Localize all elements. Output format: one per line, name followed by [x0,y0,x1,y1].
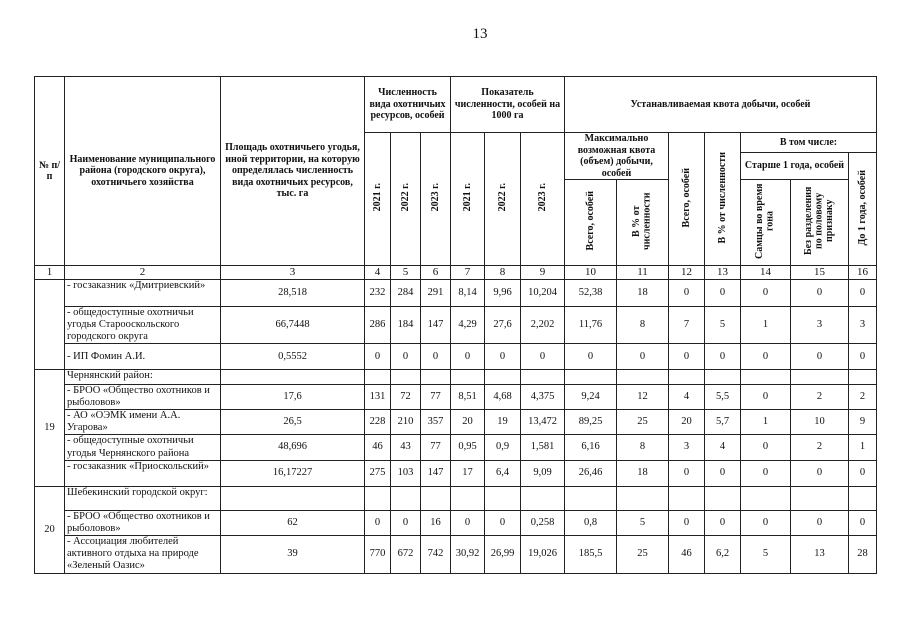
table-cell: 72 [391,385,421,410]
table-row [35,435,877,460]
table-cell: 48,696 [221,435,365,460]
table-cell: 3 [221,266,365,280]
table-cell: 185,5 [565,535,617,573]
table-cell [791,486,849,510]
district-row [35,370,877,385]
header-quota-total: Всего, особей [669,133,705,266]
table-cell: 27,6 [485,307,521,344]
table-cell: 6,2 [705,535,741,573]
table-cell: 7 [669,307,705,344]
table-cell: 4 [365,266,391,280]
table-cell: 12 [617,385,669,410]
table-cell: 184 [391,307,421,344]
table-cell [421,370,451,385]
table-cell: 1 [741,410,791,435]
table-cell: 291 [421,280,451,307]
table-cell: 2 [791,385,849,410]
table-cell: 18 [617,280,669,307]
table-cell: 1,581 [521,435,565,460]
header-group-density: Показатель численности, особей на 1000 га [451,77,565,133]
table-cell [421,486,451,510]
table-row [35,535,877,573]
table-cell: 26,46 [565,460,617,486]
table-cell: - ИП Фомин А.И. [65,344,221,370]
table-cell: 131 [365,385,391,410]
table-cell: 15 [791,266,849,280]
table-cell [849,370,877,385]
table-cell: 2 [65,266,221,280]
table-cell [669,370,705,385]
table-cell: 4 [705,435,741,460]
table-cell: 0 [849,280,877,307]
table-cell: 89,25 [565,410,617,435]
table-cell: 2,202 [521,307,565,344]
table-cell [705,370,741,385]
table-cell [365,486,391,510]
table-cell [521,486,565,510]
table-cell: 0 [669,510,705,535]
table-cell: 13,472 [521,410,565,435]
table-cell [485,486,521,510]
header-group-numbers: Численность вида охотничьих ресурсов, особей [365,77,451,133]
table-cell: 30,92 [451,535,485,573]
table-cell: - БРОО «Общество охотников и рыболовов» [65,510,221,535]
table-cell: 3 [669,435,705,460]
table-cell: 357 [421,410,451,435]
table-cell: 11,76 [565,307,617,344]
table-cell: - общедоступные охотничьи угодья Чернянского района [65,435,221,460]
table-cell: 13 [705,266,741,280]
row-number: 19 [35,370,65,486]
header-under1: До 1 года, особей [849,153,877,266]
table-cell: 0,258 [521,510,565,535]
table-cell: 5 [617,510,669,535]
table-cell: 20 [669,410,705,435]
table-cell: 77 [421,435,451,460]
row-number: 20 [35,486,65,573]
table-cell: 286 [365,307,391,344]
table-cell: 5,5 [705,385,741,410]
table-cell: 16 [421,510,451,535]
table-cell: 26,5 [221,410,365,435]
table-cell: 46 [365,435,391,460]
table-cell: 0 [849,510,877,535]
table-cell: 4,375 [521,385,565,410]
table-cell: 52,38 [565,280,617,307]
header-max-pct: В % от численности [617,180,669,266]
table-cell: 77 [421,385,451,410]
table-cell: 0 [421,344,451,370]
table-cell: Шебекинский городской округ: [65,486,221,510]
table-cell: 0 [849,460,877,486]
table-cell: 0 [391,510,421,535]
table-cell: 275 [365,460,391,486]
table-cell: 0 [791,460,849,486]
table-cell: 0 [741,385,791,410]
table-cell [391,370,421,385]
table-row [35,307,877,344]
table-cell [221,370,365,385]
table-cell: 0 [669,344,705,370]
table-cell: 13 [791,535,849,573]
table-cell: 28 [849,535,877,573]
table-cell [451,486,485,510]
table-cell [485,370,521,385]
table-cell: 6,4 [485,460,521,486]
table-cell: 17 [451,460,485,486]
table-cell: 0 [485,510,521,535]
table-cell: 9 [521,266,565,280]
header-no-sex: Без разделения по половому признаку [791,180,849,266]
table-cell: 0 [565,344,617,370]
table-cell: 0 [791,280,849,307]
header-density-2022: 2022 г. [485,133,521,266]
table-row [35,344,877,370]
table-cell: - БРОО «Общество охотников и рыболовов» [65,385,221,410]
table-row [35,460,877,486]
table-cell [565,486,617,510]
table-cell [791,370,849,385]
table-cell: 0 [741,344,791,370]
header-group-quota: Устанавливаемая квота добычи, особей [565,77,877,133]
header-max-total: Всего, особей [565,180,617,266]
table-cell: Чернянский район: [65,370,221,385]
table-cell: 0 [669,280,705,307]
table-cell [521,370,565,385]
header-quota-pct: В % от численности [705,133,741,266]
table-cell: - АО «ОЭМК имени А.А. Угарова» [65,410,221,435]
table-cell: 66,7448 [221,307,365,344]
table-cell: 39 [221,535,365,573]
header-number: № п/п [35,77,65,266]
table-row [35,410,877,435]
table-cell: 0 [741,280,791,307]
table-cell: 9 [849,410,877,435]
table-cell: 0 [485,344,521,370]
table-cell: 0 [521,344,565,370]
table-cell: 0 [705,344,741,370]
table-cell: 228 [365,410,391,435]
table-cell: 0 [365,510,391,535]
table-cell: 0,95 [451,435,485,460]
table-cell: 5,7 [705,410,741,435]
table-cell [365,370,391,385]
table-cell: 46 [669,535,705,573]
table-cell: 5 [741,535,791,573]
table-cell: 147 [421,307,451,344]
table-cell: 0 [705,510,741,535]
table-cell: 10 [791,410,849,435]
table-cell: 9,96 [485,280,521,307]
table-cell: 103 [391,460,421,486]
table-cell: 19,026 [521,535,565,573]
table-cell [849,486,877,510]
table-row [35,280,877,307]
table-cell: 0 [451,344,485,370]
table-cell [617,370,669,385]
table-cell: 284 [391,280,421,307]
table-cell: 8,14 [451,280,485,307]
header-year-2021: 2021 г. [365,133,391,266]
table-cell [669,486,705,510]
table-cell: 8 [617,307,669,344]
table-cell: 4 [669,385,705,410]
table-cell: 0 [741,435,791,460]
table-cell: 17,6 [221,385,365,410]
table-cell: 0 [791,510,849,535]
header-max-quota: Максимально возможная квота (объем) добычи, особей [565,133,669,180]
table-cell: 20 [451,410,485,435]
table-cell: 0 [791,344,849,370]
header-area: Площадь охотничьего угодья, иной территории, на которую определялась численность вида охотничьих ресурсов, тыс. га [221,77,365,266]
table-cell: - госзаказник «Приоскольский» [65,460,221,486]
table-cell: 25 [617,535,669,573]
table-cell: 8,51 [451,385,485,410]
table-cell: 16,17227 [221,460,365,486]
table-row [35,510,877,535]
table-cell: 19 [485,410,521,435]
table-cell: - госзаказник «Дмитриевский» [65,280,221,307]
table-cell: 1 [35,266,65,280]
table-cell: 25 [617,410,669,435]
table-cell: 0 [741,510,791,535]
table-cell: 9,09 [521,460,565,486]
table-cell: 147 [421,460,451,486]
table-cell: 770 [365,535,391,573]
table-cell: 0 [617,344,669,370]
table-cell: 6 [421,266,451,280]
table-cell: 6,16 [565,435,617,460]
hunting-quota-table [34,76,877,574]
table-cell: 10 [565,266,617,280]
table-cell: 12 [669,266,705,280]
table-cell: 210 [391,410,421,435]
column-index-row [35,266,877,280]
table-cell [617,486,669,510]
table-cell: 9,24 [565,385,617,410]
table-cell: 5 [705,307,741,344]
table-cell [565,370,617,385]
table-cell [705,486,741,510]
table-cell [221,486,365,510]
table-cell: 0 [741,460,791,486]
district-row [35,486,877,510]
table-cell [451,370,485,385]
table-cell [35,280,65,370]
header-including: В том числе: [741,133,877,153]
table-cell: 0,5552 [221,344,365,370]
header-name: Наименование муниципального района (городского округа), охотничьего хозяйства [65,77,221,266]
table-cell: 0 [705,460,741,486]
header-older: Старше 1 года, особей [741,153,849,180]
table-cell: 11 [617,266,669,280]
table-cell [741,370,791,385]
table-cell: 16 [849,266,877,280]
table-cell: 0 [705,280,741,307]
table-cell: 672 [391,535,421,573]
table-cell: 4,29 [451,307,485,344]
table-cell: 1 [849,435,877,460]
table-cell: 62 [221,510,365,535]
table-cell: 232 [365,280,391,307]
table-cell: 0,8 [565,510,617,535]
table-cell: 14 [741,266,791,280]
header-year-2022: 2022 г. [391,133,421,266]
header-males: Самцы во время гона [741,180,791,266]
table-cell [391,486,421,510]
table-cell: 28,518 [221,280,365,307]
table-cell: 3 [849,307,877,344]
table-cell: 1 [741,307,791,344]
table-cell: 0 [669,460,705,486]
table-cell: 2 [849,385,877,410]
page-number: 13 [472,26,488,42]
table-row [35,385,877,410]
table-cell: - общедоступные охотничьи угодья Старооскольского городского округа [65,307,221,344]
table-cell: 3 [791,307,849,344]
table-cell: 43 [391,435,421,460]
header-density-2021: 2021 г. [451,133,485,266]
table-cell: 0,9 [485,435,521,460]
header-year-2023: 2023 г. [421,133,451,266]
table-cell: - Ассоциация любителей активного отдыха на природе «Зеленый Оазис» [65,535,221,573]
table-cell: 2 [791,435,849,460]
table-cell: 10,204 [521,280,565,307]
table-cell: 7 [451,266,485,280]
table-cell: 5 [391,266,421,280]
table-cell: 26,99 [485,535,521,573]
table-cell [741,486,791,510]
table-cell: 8 [485,266,521,280]
table-cell: 0 [451,510,485,535]
table-cell: 0 [391,344,421,370]
table-cell: 0 [849,344,877,370]
header-density-2023: 2023 г. [521,133,565,266]
table-cell: 18 [617,460,669,486]
table-cell: 0 [365,344,391,370]
table-cell: 4,68 [485,385,521,410]
table-cell: 742 [421,535,451,573]
table-cell: 8 [617,435,669,460]
